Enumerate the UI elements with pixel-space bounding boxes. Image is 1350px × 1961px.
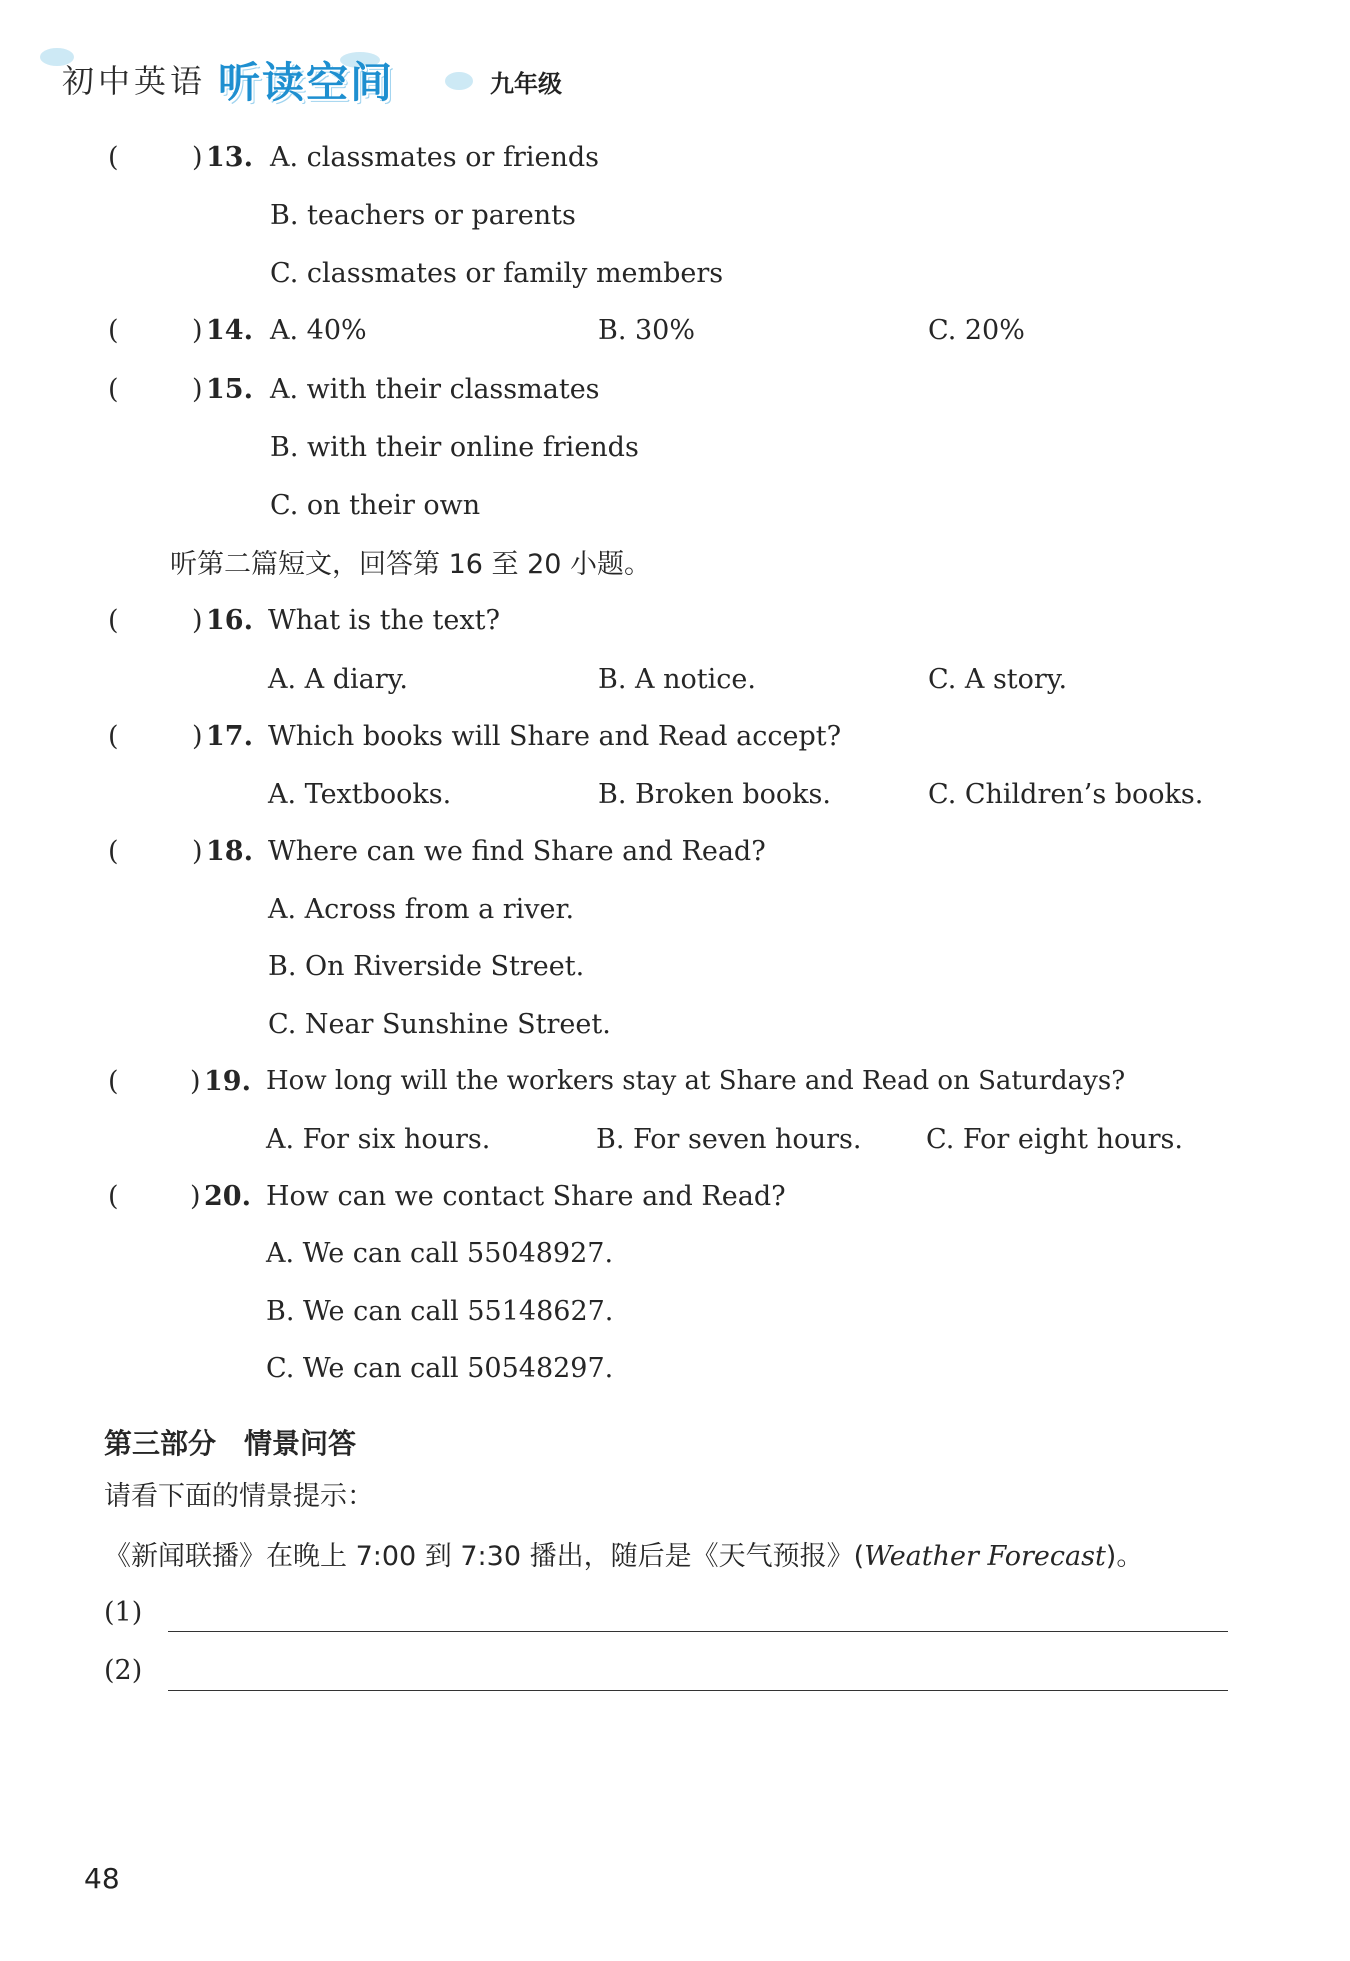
page-number: 48: [84, 1862, 120, 1895]
answer-paren-open: (: [108, 836, 119, 867]
option-b: B. For seven hours.: [596, 1124, 862, 1155]
answer-paren-open: (: [108, 721, 119, 752]
part3-title: 第三部分 情景问答: [104, 1427, 357, 1460]
scenario-text: [104, 1540, 1143, 1574]
question-number: 14.: [206, 315, 253, 346]
option-a: A. Textbooks.: [268, 779, 452, 810]
answer-paren-open: (: [108, 1066, 119, 1097]
answer-line-1[interactable]: [168, 1631, 1228, 1632]
answer-paren-open: (: [108, 315, 119, 346]
answer-paren-close: ): [192, 374, 203, 405]
grade-label: 九年级: [490, 70, 562, 98]
option-b: B. On Riverside Street.: [268, 951, 585, 982]
blank-label-2: (2): [104, 1655, 143, 1686]
answer-paren-close: ): [192, 315, 203, 346]
option-b: B. 30%: [598, 315, 696, 346]
option-a: A. 40%: [270, 315, 367, 346]
option-c: C. on their own: [270, 490, 481, 521]
option-c: C. Children’s books.: [928, 779, 1204, 810]
option-b: B. Broken books.: [598, 779, 831, 810]
option-a: A. classmates or friends: [270, 142, 599, 173]
answer-paren-close: ): [190, 1066, 201, 1097]
question-number: 18.: [206, 836, 253, 867]
option-c: C. Near Sunshine Street.: [268, 1009, 611, 1040]
answer-paren-close: ): [192, 836, 203, 867]
answer-paren-close: ): [190, 1181, 201, 1212]
question-number: 20.: [204, 1181, 251, 1212]
answer-line-2[interactable]: [168, 1690, 1228, 1691]
question-stem: Which books will Share and Read accept?: [268, 721, 842, 752]
option-c: C. A story.: [928, 664, 1068, 695]
option-a: A. For six hours.: [266, 1124, 491, 1155]
question-stem: How long will the workers stay at Share and Read on Saturdays?: [266, 1066, 1126, 1096]
option-c: C. We can call 50548297.: [266, 1353, 614, 1384]
option-a: A. A diary.: [268, 664, 408, 695]
option-b: B. A notice.: [598, 664, 756, 695]
question-number: 16.: [206, 605, 253, 636]
answer-paren-open: (: [108, 374, 119, 405]
question-stem: Where can we find Share and Read?: [268, 836, 766, 867]
answer-paren-close: ): [192, 721, 203, 752]
option-b: B. teachers or parents: [270, 200, 576, 231]
option-a: A. with their classmates: [270, 374, 600, 405]
answer-paren-open: (: [108, 1181, 119, 1212]
page-header: [40, 48, 740, 118]
option-c: C. 20%: [928, 315, 1025, 346]
option-b: B. We can call 55148627.: [266, 1296, 614, 1327]
option-a: A. We can call 55048927.: [266, 1238, 614, 1269]
scenario-prompt-label: 请看下面的情景提示：: [104, 1481, 374, 1512]
question-number: 13.: [206, 142, 253, 173]
question-stem: What is the text?: [268, 605, 500, 636]
option-b: B. with their online friends: [270, 432, 639, 463]
blank-label-1: (1): [104, 1597, 143, 1628]
section-instruction: 听第二篇短文，回答第 16 至 20 小题。: [170, 549, 652, 580]
course-title: 初中英语: [62, 62, 207, 100]
question-number: 15.: [206, 374, 253, 405]
answer-paren-close: ): [192, 142, 203, 173]
answer-paren-close: ): [192, 605, 203, 636]
option-c: C. For eight hours.: [926, 1124, 1183, 1155]
answer-paren-open: (: [108, 605, 119, 636]
scenario-end: )。: [1105, 1541, 1144, 1572]
question-number: 17.: [206, 721, 253, 752]
option-a: A. Across from a river.: [268, 894, 575, 925]
option-c: C. classmates or family members: [270, 258, 724, 289]
question-number: 19.: [204, 1066, 251, 1097]
scenario-en: Weather Forecast: [864, 1541, 1106, 1572]
series-logo: 听读空间: [218, 58, 395, 107]
answer-paren-open: (: [108, 142, 119, 173]
question-stem: How can we contact Share and Read?: [266, 1181, 786, 1212]
scenario-cn: 《新闻联播》在晚上 7:00 到 7:30 播出，随后是《天气预报》(: [104, 1541, 865, 1572]
cloud-decoration-icon: [445, 72, 473, 90]
